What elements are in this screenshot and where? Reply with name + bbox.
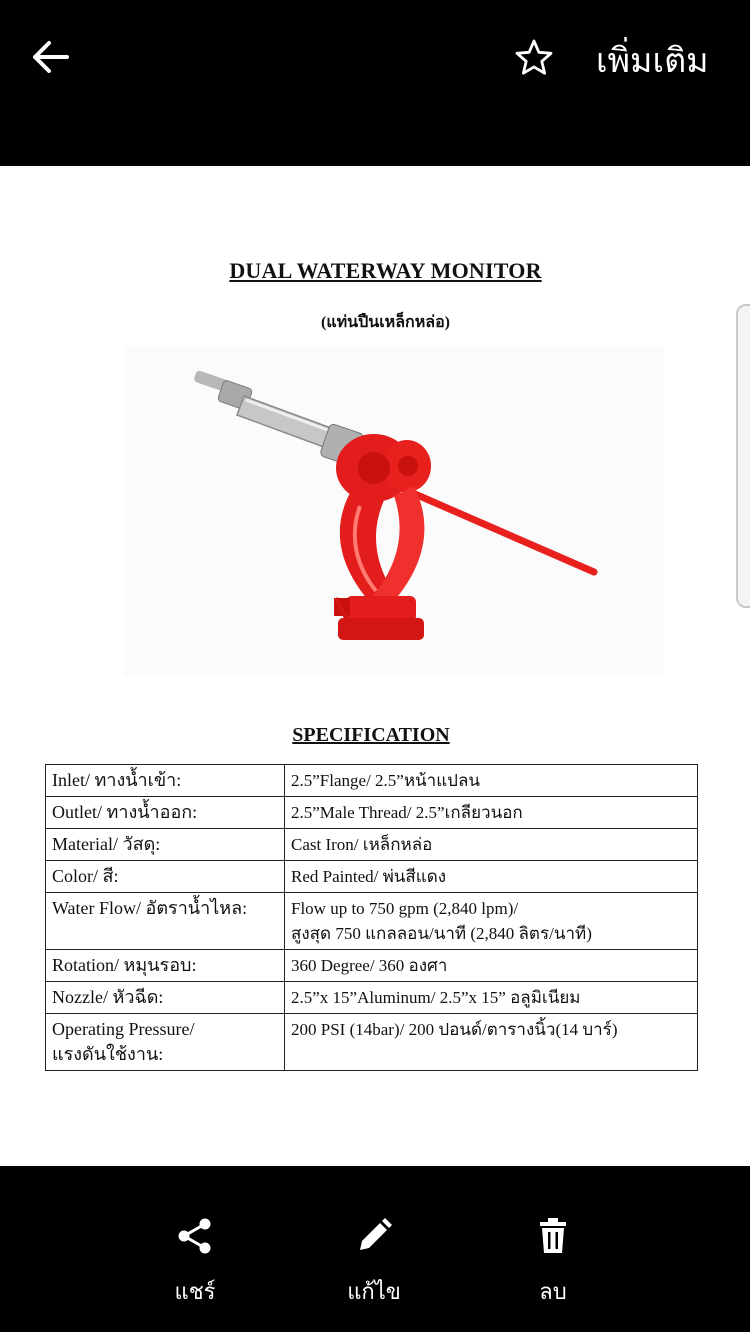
spec-value: Cast Iron/ เหล็กหล่อ	[285, 829, 698, 861]
table-row	[46, 797, 698, 829]
star-outline-icon	[514, 38, 554, 82]
spec-value	[285, 893, 698, 950]
back-button[interactable]	[22, 34, 78, 84]
document-title: DUAL WATERWAY MONITOR	[229, 258, 542, 283]
product-photo	[124, 346, 664, 676]
delete-label: ลบ	[539, 1280, 567, 1305]
delete-button[interactable]	[493, 1216, 613, 1309]
table-row	[46, 1014, 698, 1071]
spec-value: 200 PSI (14bar)/ 200 ปอนด์/ตารางนิ้ว(14 บาร์)	[285, 1014, 698, 1071]
spec-value: 2.5”Flange/ 2.5”หน้าแปลน	[285, 765, 698, 797]
spec-value-line: สูงสุด 750 แกลลอน/นาที (2,840 ลิตร/นาที)	[291, 924, 592, 943]
spec-value: Red Painted/ พ่นสีแดง	[285, 861, 698, 893]
spec-label-line: แรงดันใช้งาน:	[52, 1044, 164, 1064]
document-viewer[interactable]	[0, 166, 750, 1166]
table-row	[46, 829, 698, 861]
trash-icon	[533, 1216, 573, 1260]
edge-panel-handle[interactable]	[736, 304, 750, 608]
spec-label	[46, 1014, 285, 1071]
spec-label: Inlet/ ทางน้ำเข้า:	[46, 765, 285, 797]
spec-label: Nozzle/ หัวฉีด:	[46, 982, 285, 1014]
share-label: แชร์	[174, 1280, 216, 1305]
table-row	[46, 765, 698, 797]
spec-label: Outlet/ ทางน้ำออก:	[46, 797, 285, 829]
table-row	[46, 893, 698, 950]
spec-label: Water Flow/ อัตราน้ำไหล:	[46, 893, 285, 950]
spec-value: 360 Degree/ 360 องศา	[285, 950, 698, 982]
document-subtitle: (แท่นปืนเหล็กหล่อ)	[320, 314, 450, 331]
spec-label: Material/ วัสดุ:	[46, 829, 285, 861]
edit-button[interactable]	[314, 1216, 434, 1309]
spec-label: Rotation/ หมุนรอบ:	[46, 950, 285, 982]
spec-label: Color/ สี:	[46, 861, 285, 893]
pencil-icon	[354, 1216, 394, 1260]
top-app-bar	[0, 0, 750, 166]
spec-value-line: Flow up to 750 gpm (2,840 lpm)/	[291, 899, 519, 918]
arrow-left-icon	[31, 40, 69, 78]
spec-value: 2.5”Male Thread/ 2.5”เกลียวนอก	[285, 797, 698, 829]
share-icon	[175, 1216, 215, 1260]
bottom-action-bar	[0, 1166, 750, 1332]
table-row	[46, 861, 698, 893]
spec-value: 2.5”x 15”Aluminum/ 2.5”x 15” อลูมิเนียม	[285, 982, 698, 1014]
specification-heading: SPECIFICATION	[292, 724, 450, 746]
favorite-button[interactable]	[508, 34, 560, 86]
table-row	[46, 950, 698, 982]
share-button[interactable]	[135, 1216, 255, 1309]
edit-label: แก้ไข	[347, 1280, 401, 1305]
specification-table	[45, 764, 698, 1071]
table-row	[46, 982, 698, 1014]
more-options-button[interactable]: เพิ่มเติม	[596, 41, 709, 81]
spec-label-line: Operating Pressure/	[52, 1019, 195, 1039]
